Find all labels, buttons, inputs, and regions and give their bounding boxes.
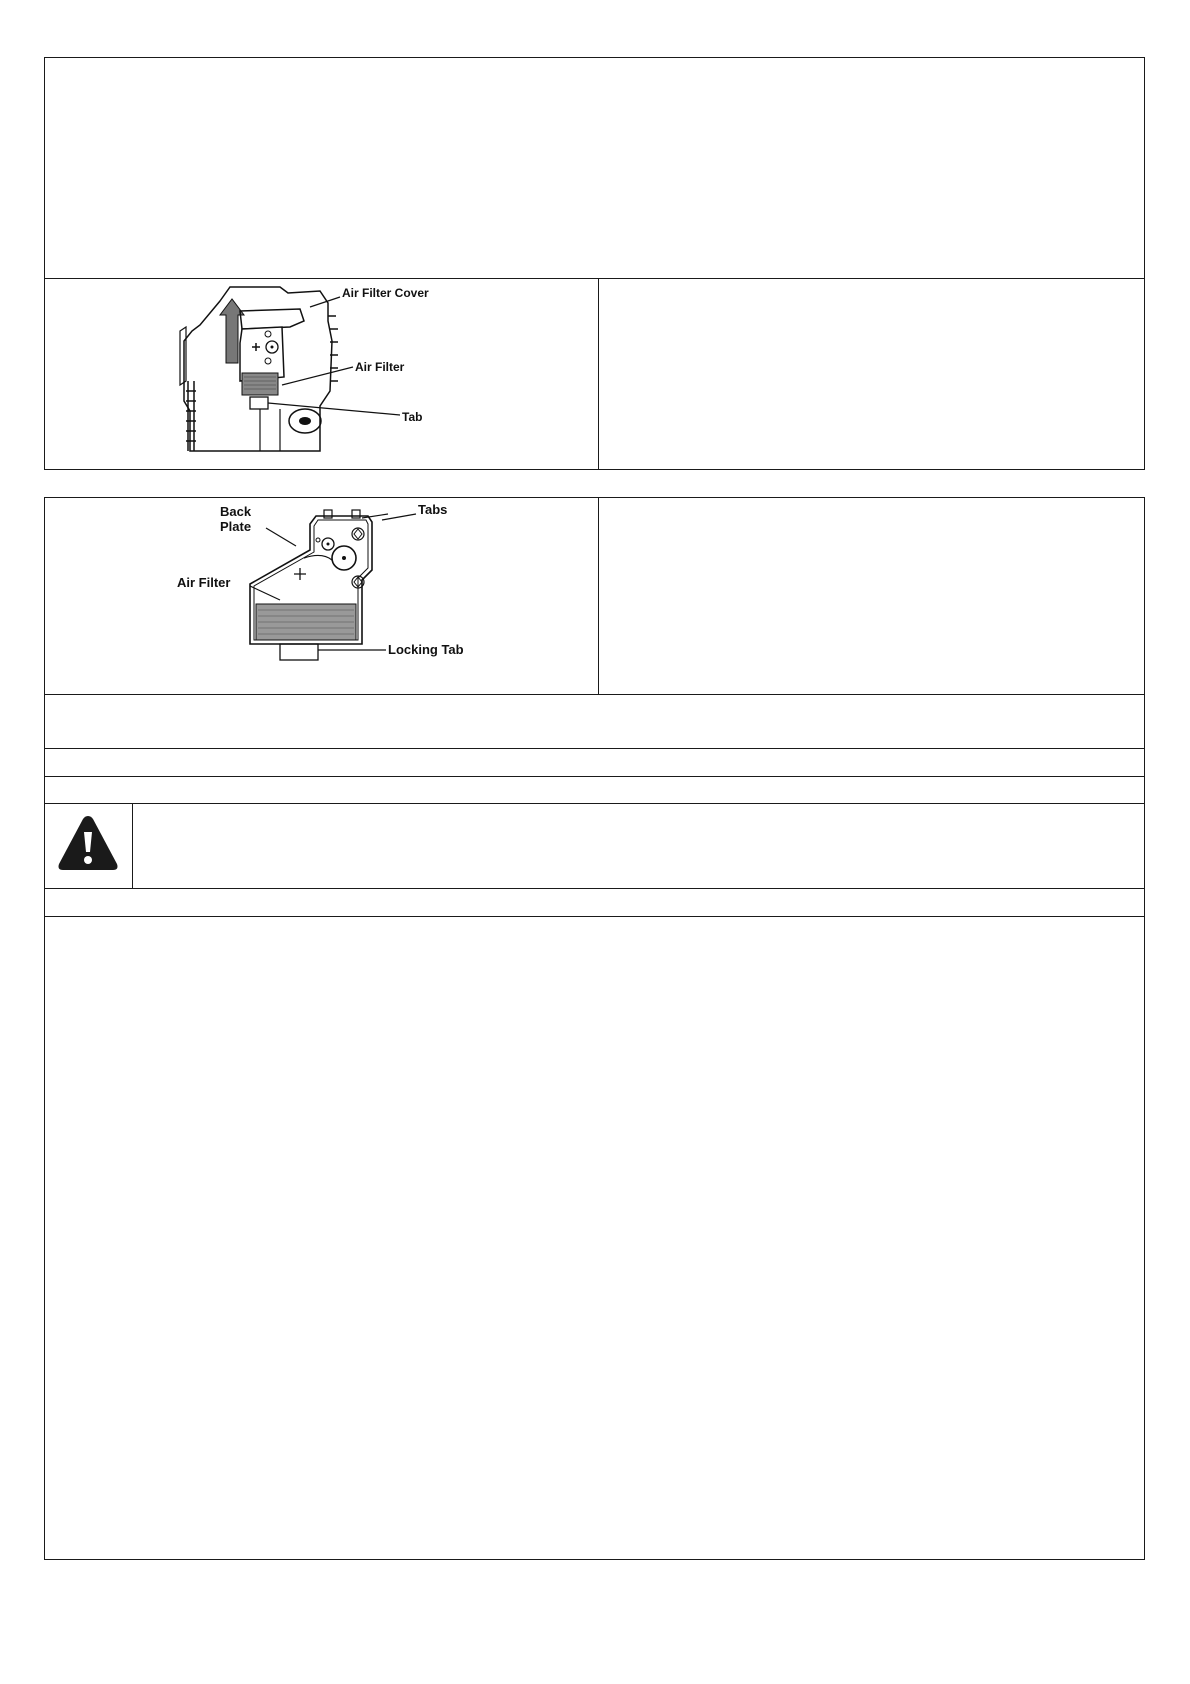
figure1-text-cell <box>599 279 1144 469</box>
label-air-filter: Air Filter <box>177 575 231 590</box>
row-divider-1 <box>45 694 1144 695</box>
row-divider-5 <box>45 888 1144 889</box>
top-section <box>44 57 1145 470</box>
label-air-filter-cover: Air Filter Cover <box>342 286 429 300</box>
warning-triangle-icon <box>53 810 123 880</box>
label-tabs: Tabs <box>418 502 448 517</box>
label-plate: Plate <box>220 519 252 534</box>
label-back: Back <box>220 504 252 519</box>
air-filter-cover-illustration <box>170 281 510 466</box>
label-locking-tab: Locking Tab <box>388 642 464 657</box>
label-tab: Tab <box>402 410 423 424</box>
figure-back-plate <box>177 500 510 690</box>
figure-air-filter-cover <box>170 281 510 466</box>
back-plate-illustration <box>177 500 510 690</box>
row-divider-3 <box>45 776 1144 777</box>
row-divider-6 <box>45 916 1144 917</box>
warning-icon <box>53 810 123 880</box>
bottom-section <box>44 497 1145 1560</box>
figure2-text-cell <box>599 499 1144 694</box>
label-air-filter: Air Filter <box>355 360 405 374</box>
row-divider-2 <box>45 748 1144 749</box>
warning-column-divider <box>132 803 133 888</box>
row-divider-4 <box>45 803 1144 804</box>
